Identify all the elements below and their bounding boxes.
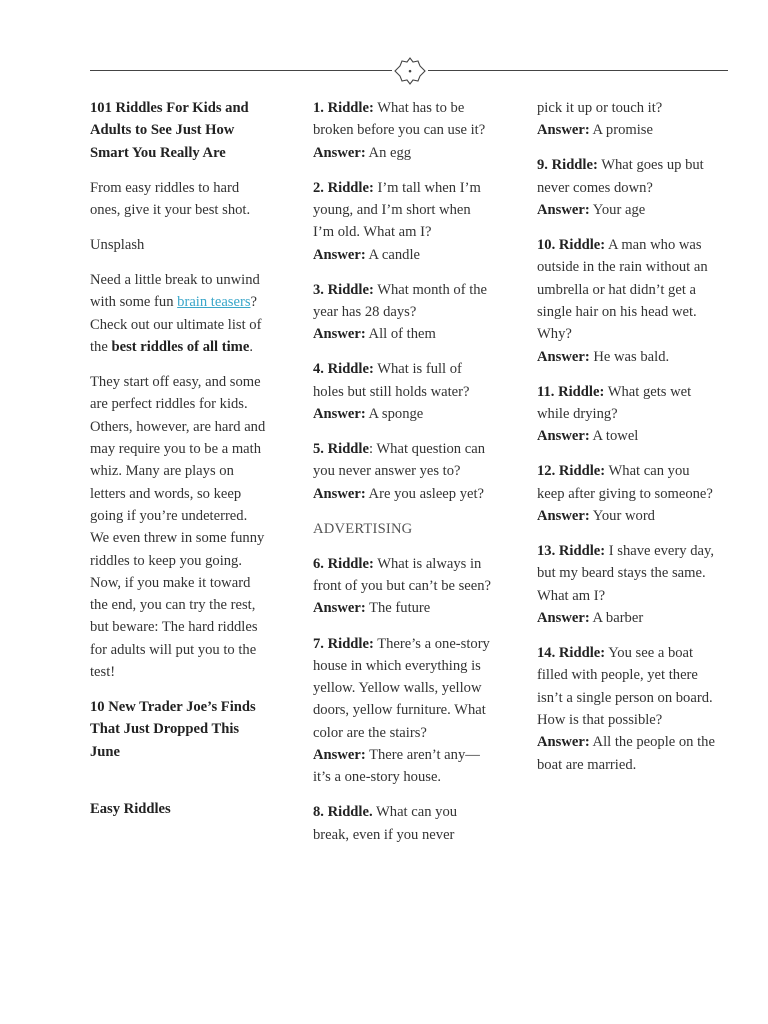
riddle-item: 5. Riddle: What question can you never answer yes to? Answer: Are you asleep yet? <box>313 441 485 502</box>
description-paragraph: They start off easy, and some are perfect riddles for kids. Others, however, are hard and may require you to be a math whiz. Many are plays on letters and words, so keep going if you’re undeterred. We even threw in some funny riddles to keep you going. Now, if you make it toward the end, you can try the rest, but beware: The hard riddles for adults will put you to the test! <box>90 374 266 681</box>
riddle-item: 6. Riddle: What is always in front of you but can’t be seen? Answer: The future <box>313 555 492 617</box>
riddle-8-question-part: What can you break, even if you never <box>313 804 458 843</box>
brain-teasers-link[interactable]: brain teasers <box>177 294 251 311</box>
riddle-item-continued: pick it up or touch it? Answer: A promise <box>537 100 663 139</box>
advertising-label: ADVERTISING <box>313 520 413 537</box>
riddle-item: 10. Riddle: A man who was outside in the rain without an umbrella or hat didn’t get a single hair on his head wet. Why? Answer: He was bald. <box>537 237 708 365</box>
best-riddles-bold: best riddles of all time <box>111 339 250 356</box>
article-subtitle: From easy riddles to hard ones, give it your best shot. <box>90 179 251 218</box>
riddle-item: 14. Riddle: You see a boat filled with people, yet there isn’t a single person on board. How is that possible? Answer: All the people on the boat are married. <box>537 645 715 773</box>
riddle-item: 1. Riddle: What has to be broken before you can use it? Answer: An egg <box>313 100 486 161</box>
riddle-item: 4. Riddle: What is full of holes but still holds water? Answer: A sponge <box>313 361 470 422</box>
intro-paragraph: Need a little break to unwind with some fun brain teasers? Check out our ultimate list of the best riddles of all time. <box>90 272 262 356</box>
riddle-item: 3. Riddle: What month of the year has 28 days? Answer: All of them <box>313 281 488 343</box>
related-article-link[interactable]: 10 New Trader Joe’s Finds That Just Dropped This June <box>90 699 256 760</box>
header-rule-left <box>90 70 392 71</box>
intro-column <box>90 97 268 833</box>
article-title: 101 Riddles For Kids and Adults to See Just How Smart You Really Are <box>90 100 249 161</box>
riddle-item: 12. Riddle: What can you keep after giving to someone? Answer: Your word <box>537 463 713 524</box>
header-rule-right <box>428 70 728 71</box>
riddle-item: 2. Riddle: I’m tall when I’m young, and I’m short when I’m old. What am I? Answer: A candle <box>313 179 481 263</box>
riddle-item: 8. Riddle. What can you break, even if you never <box>313 804 458 843</box>
riddles-column-3 <box>537 97 717 789</box>
riddle-item: 9. Riddle: What goes up but never comes down? Answer: Your age <box>537 157 704 218</box>
riddle-item: 13. Riddle: I shave every day, but my beard stays the same. What am I? Answer: A barber <box>537 543 714 626</box>
riddle-item: 7. Riddle: There’s a one-story house in which everything is yellow. Yellow walls, yellow doors, yellow furniture. What color are the stairs? Answer: There aren’t any—it’s a one-story house. <box>313 635 490 786</box>
ornament-icon <box>392 56 428 86</box>
section-heading: Easy Riddles <box>90 800 171 817</box>
riddles-column-2 <box>313 97 493 859</box>
svg-text:•: • <box>407 67 413 78</box>
riddle-item: 11. Riddle: What gets wet while drying? Answer: A towel <box>537 383 692 445</box>
image-credit: Unsplash <box>90 237 145 254</box>
